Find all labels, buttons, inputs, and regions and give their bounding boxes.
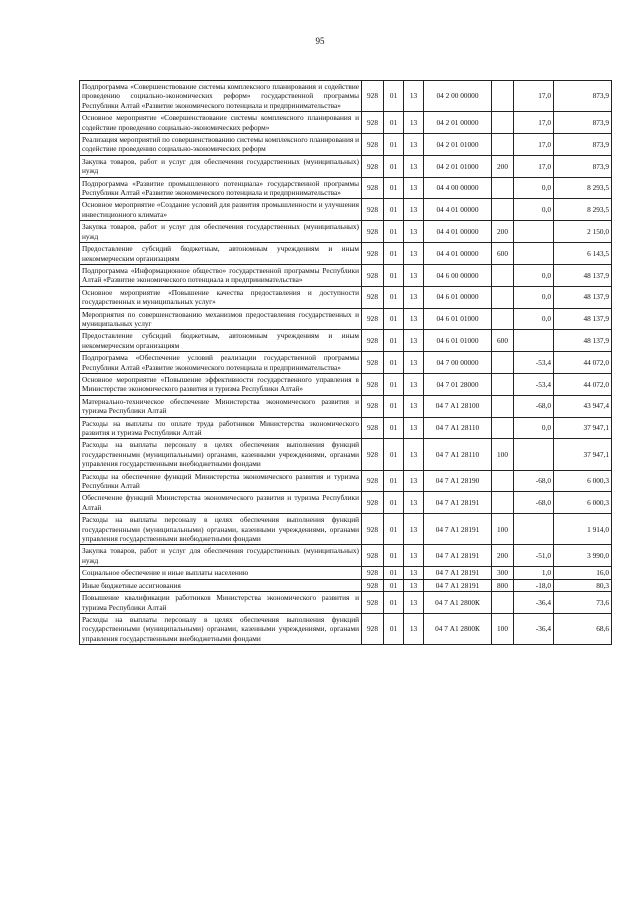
row-target-code: 04 7 А1 28191 <box>424 567 492 579</box>
table-row <box>80 243 612 265</box>
row-expense-type-code <box>492 286 514 308</box>
row-ved-code: 928 <box>362 373 384 395</box>
row-expense-type-code: 200 <box>492 545 514 567</box>
row-ved-code: 928 <box>362 155 384 177</box>
row-change-amount: -36,4 <box>514 613 554 644</box>
row-section-code: 01 <box>384 439 404 470</box>
row-section-code: 01 <box>384 221 404 243</box>
row-name: Основное мероприятие «Повышение эффективности государственного управления в Министерстве экономического развития и туризма Республики Алтай» <box>80 373 362 395</box>
row-change-amount <box>514 330 554 352</box>
row-section-code: 01 <box>384 155 404 177</box>
row-section-code: 01 <box>384 243 404 265</box>
row-target-code: 04 7 А1 2800К <box>424 592 492 614</box>
row-total-amount: 48 137,9 <box>554 286 612 308</box>
row-change-amount: 1,0 <box>514 567 554 579</box>
row-name: Закупка товаров, работ и услуг для обеспечения государственных (муниципальных) нужд <box>80 155 362 177</box>
row-section-code: 01 <box>384 286 404 308</box>
row-target-code: 04 6 01 00000 <box>424 286 492 308</box>
row-name: Расходы на выплаты персоналу в целях обеспечения выполнения функций государственными (муниципальными) органами, казенными учреждениями, органами управления государственными внебюджетными фондами <box>80 439 362 470</box>
row-ved-code: 928 <box>362 221 384 243</box>
row-ved-code: 928 <box>362 177 384 199</box>
row-total-amount: 873,9 <box>554 134 612 156</box>
row-subsection-code: 13 <box>404 330 424 352</box>
row-total-amount: 16,0 <box>554 567 612 579</box>
table-row <box>80 492 612 514</box>
budget-table <box>79 80 612 645</box>
row-ved-code: 928 <box>362 308 384 330</box>
row-expense-type-code: 600 <box>492 330 514 352</box>
row-expense-type-code <box>492 264 514 286</box>
row-section-code: 01 <box>384 613 404 644</box>
row-total-amount: 873,9 <box>554 112 612 134</box>
row-expense-type-code: 200 <box>492 155 514 177</box>
table-row <box>80 308 612 330</box>
row-ved-code: 928 <box>362 492 384 514</box>
row-ved-code: 928 <box>362 439 384 470</box>
row-change-amount: 17,0 <box>514 112 554 134</box>
row-total-amount: 48 137,9 <box>554 330 612 352</box>
row-subsection-code: 13 <box>404 395 424 417</box>
table-row <box>80 199 612 221</box>
row-ved-code: 928 <box>362 470 384 492</box>
row-name: Расходы на выплаты по оплате труда работников Министерства экономического развития и туризма Республики Алтай <box>80 417 362 439</box>
row-subsection-code: 13 <box>404 417 424 439</box>
row-total-amount: 873,9 <box>554 81 612 112</box>
row-total-amount: 8 293,5 <box>554 177 612 199</box>
table-row <box>80 592 612 614</box>
row-expense-type-code: 300 <box>492 567 514 579</box>
row-ved-code: 928 <box>362 286 384 308</box>
row-subsection-code: 13 <box>404 439 424 470</box>
row-name: Обеспечение функций Министерства экономического развития и туризма Республики Алтай <box>80 492 362 514</box>
row-ved-code: 928 <box>362 579 384 591</box>
row-section-code: 01 <box>384 395 404 417</box>
row-ved-code: 928 <box>362 395 384 417</box>
row-change-amount: -53,4 <box>514 352 554 374</box>
row-name: Расходы на обеспечение функций Министерства экономического развития и туризма Республики Алтай <box>80 470 362 492</box>
row-subsection-code: 13 <box>404 112 424 134</box>
row-total-amount: 6 000,3 <box>554 492 612 514</box>
row-name: Подпрограмма «Информационное общество» государственной программы Республики Алтай «Развитие экономического потенциала и предпринимательства» <box>80 264 362 286</box>
row-ved-code: 928 <box>362 545 384 567</box>
row-ved-code: 928 <box>362 613 384 644</box>
row-name: Закупка товаров, работ и услуг для обеспечения государственных (муниципальных) нужд <box>80 545 362 567</box>
row-change-amount: 0,0 <box>514 417 554 439</box>
row-target-code: 04 7 А1 28191 <box>424 492 492 514</box>
row-subsection-code: 13 <box>404 352 424 374</box>
row-target-code: 04 7 А1 28191 <box>424 579 492 591</box>
row-section-code: 01 <box>384 592 404 614</box>
row-expense-type-code <box>492 470 514 492</box>
row-expense-type-code <box>492 177 514 199</box>
row-name: Основное мероприятие «Создание условий для развития промышленности и улучшения инвестиционного климата» <box>80 199 362 221</box>
row-expense-type-code: 100 <box>492 514 514 545</box>
row-section-code: 01 <box>384 492 404 514</box>
row-name: Материально-техническое обеспечение Министерства экономического развития и туризма Республики Алтай <box>80 395 362 417</box>
row-name: Закупка товаров, работ и услуг для обеспечения государственных (муниципальных) нужд <box>80 221 362 243</box>
table-row <box>80 81 612 112</box>
row-total-amount: 48 137,9 <box>554 308 612 330</box>
row-expense-type-code: 800 <box>492 579 514 591</box>
row-change-amount: 17,0 <box>514 81 554 112</box>
row-target-code: 04 2 00 00000 <box>424 81 492 112</box>
row-expense-type-code: 600 <box>492 243 514 265</box>
table-row <box>80 134 612 156</box>
row-total-amount: 37 947,1 <box>554 439 612 470</box>
row-section-code: 01 <box>384 308 404 330</box>
row-subsection-code: 13 <box>404 81 424 112</box>
row-target-code: 04 7 А1 28191 <box>424 514 492 545</box>
row-subsection-code: 13 <box>404 373 424 395</box>
row-expense-type-code <box>492 134 514 156</box>
row-ved-code: 928 <box>362 330 384 352</box>
row-total-amount: 80,3 <box>554 579 612 591</box>
row-ved-code: 928 <box>362 243 384 265</box>
row-subsection-code: 13 <box>404 286 424 308</box>
row-subsection-code: 13 <box>404 134 424 156</box>
row-change-amount: 0,0 <box>514 264 554 286</box>
table-row <box>80 177 612 199</box>
row-target-code: 04 6 00 00000 <box>424 264 492 286</box>
table-row <box>80 373 612 395</box>
row-name: Реализация мероприятий по совершенствованию системы комплексного планирования и содействие проведению социально-экономических реформ <box>80 134 362 156</box>
row-ved-code: 928 <box>362 352 384 374</box>
row-subsection-code: 13 <box>404 545 424 567</box>
row-section-code: 01 <box>384 545 404 567</box>
row-target-code: 04 6 01 01000 <box>424 330 492 352</box>
row-subsection-code: 13 <box>404 470 424 492</box>
row-change-amount: -53,4 <box>514 373 554 395</box>
row-target-code: 04 2 01 01000 <box>424 155 492 177</box>
row-name: Повышение квалификации работников Министерства экономического развития и туризма Республики Алтай <box>80 592 362 614</box>
row-target-code: 04 4 01 00000 <box>424 243 492 265</box>
row-section-code: 01 <box>384 579 404 591</box>
row-subsection-code: 13 <box>404 264 424 286</box>
row-change-amount: 17,0 <box>514 155 554 177</box>
table-row <box>80 112 612 134</box>
table-row <box>80 514 612 545</box>
row-target-code: 04 7 А1 28190 <box>424 470 492 492</box>
page-number: 95 <box>315 36 325 46</box>
row-name: Социальное обеспечение и иные выплаты населению <box>80 567 362 579</box>
row-section-code: 01 <box>384 264 404 286</box>
row-ved-code: 928 <box>362 112 384 134</box>
row-total-amount: 44 072,0 <box>554 352 612 374</box>
row-change-amount: 0,0 <box>514 308 554 330</box>
row-total-amount: 3 990,0 <box>554 545 612 567</box>
row-target-code: 04 7 А1 28191 <box>424 545 492 567</box>
row-target-code: 04 7 А1 28110 <box>424 417 492 439</box>
row-target-code: 04 7 А1 28100 <box>424 395 492 417</box>
table-row <box>80 155 612 177</box>
row-ved-code: 928 <box>362 567 384 579</box>
row-change-amount: 17,0 <box>514 134 554 156</box>
row-name: Основное мероприятие «Повышение качества предоставления и доступности государственных и муниципальных услуг» <box>80 286 362 308</box>
row-expense-type-code <box>492 199 514 221</box>
row-section-code: 01 <box>384 567 404 579</box>
row-total-amount: 2 150,0 <box>554 221 612 243</box>
row-total-amount: 6 143,5 <box>554 243 612 265</box>
row-subsection-code: 13 <box>404 308 424 330</box>
table-row <box>80 579 612 591</box>
row-ved-code: 928 <box>362 417 384 439</box>
row-total-amount: 37 947,1 <box>554 417 612 439</box>
row-change-amount: 0,0 <box>514 177 554 199</box>
row-total-amount: 6 000,3 <box>554 470 612 492</box>
row-total-amount: 48 137,9 <box>554 264 612 286</box>
row-expense-type-code <box>492 592 514 614</box>
row-section-code: 01 <box>384 134 404 156</box>
table-row <box>80 470 612 492</box>
row-target-code: 04 2 01 01000 <box>424 134 492 156</box>
row-expense-type-code: 200 <box>492 221 514 243</box>
row-subsection-code: 13 <box>404 177 424 199</box>
row-subsection-code: 13 <box>404 221 424 243</box>
row-change-amount: -68,0 <box>514 470 554 492</box>
row-expense-type-code <box>492 492 514 514</box>
row-total-amount: 73,6 <box>554 592 612 614</box>
row-expense-type-code <box>492 308 514 330</box>
row-expense-type-code <box>492 373 514 395</box>
row-section-code: 01 <box>384 112 404 134</box>
row-change-amount <box>514 221 554 243</box>
row-name: Иные бюджетные ассигнования <box>80 579 362 591</box>
row-ved-code: 928 <box>362 134 384 156</box>
row-section-code: 01 <box>384 373 404 395</box>
row-section-code: 01 <box>384 470 404 492</box>
row-section-code: 01 <box>384 514 404 545</box>
row-name: Расходы на выплаты персоналу в целях обеспечения выполнения функций государственными (муниципальными) органами, казенными учреждениями, органами управления государственными внебюджетными фондами <box>80 613 362 644</box>
table-row <box>80 221 612 243</box>
row-change-amount <box>514 243 554 265</box>
row-target-code: 04 4 01 00000 <box>424 221 492 243</box>
table-row <box>80 286 612 308</box>
row-subsection-code: 13 <box>404 199 424 221</box>
row-subsection-code: 13 <box>404 579 424 591</box>
row-expense-type-code <box>492 395 514 417</box>
row-section-code: 01 <box>384 199 404 221</box>
row-target-code: 04 4 01 00000 <box>424 199 492 221</box>
row-total-amount: 68,6 <box>554 613 612 644</box>
row-ved-code: 928 <box>362 199 384 221</box>
row-section-code: 01 <box>384 177 404 199</box>
row-subsection-code: 13 <box>404 155 424 177</box>
row-expense-type-code <box>492 112 514 134</box>
table-row <box>80 613 612 644</box>
row-change-amount: -68,0 <box>514 395 554 417</box>
table-row <box>80 439 612 470</box>
row-subsection-code: 13 <box>404 592 424 614</box>
row-target-code: 04 4 00 00000 <box>424 177 492 199</box>
row-section-code: 01 <box>384 417 404 439</box>
row-name: Подпрограмма «Развитие промышленного потенциала» государственной программы Республики Алтай «Развитие экономического потенциала и предпринимательства» <box>80 177 362 199</box>
row-change-amount: -51,0 <box>514 545 554 567</box>
row-name: Основное мероприятие «Совершенствование системы комплексного планирования и содействие проведению социально-экономических реформ» <box>80 112 362 134</box>
row-change-amount: -36,4 <box>514 592 554 614</box>
row-name: Мероприятия по совершенствованию механизмов предоставления государственных и муниципальных услуг <box>80 308 362 330</box>
row-ved-code: 928 <box>362 81 384 112</box>
row-ved-code: 928 <box>362 514 384 545</box>
row-change-amount: 0,0 <box>514 286 554 308</box>
table-row <box>80 417 612 439</box>
row-total-amount: 43 947,4 <box>554 395 612 417</box>
row-expense-type-code: 100 <box>492 439 514 470</box>
row-subsection-code: 13 <box>404 613 424 644</box>
row-change-amount: 0,0 <box>514 199 554 221</box>
row-target-code: 04 6 01 01000 <box>424 308 492 330</box>
row-ved-code: 928 <box>362 264 384 286</box>
row-total-amount: 44 072,0 <box>554 373 612 395</box>
row-change-amount <box>514 514 554 545</box>
row-expense-type-code <box>492 81 514 112</box>
row-name: Предоставление субсидий бюджетным, автономным учреждениям и иным некоммерческим организациям <box>80 330 362 352</box>
row-section-code: 01 <box>384 81 404 112</box>
row-target-code: 04 2 01 00000 <box>424 112 492 134</box>
table-row <box>80 264 612 286</box>
row-target-code: 04 7 А1 28110 <box>424 439 492 470</box>
table-row <box>80 567 612 579</box>
row-name: Подпрограмма «Совершенствование системы комплексного планирования и содействие проведению социально-экономических реформ» государственной программы Республики Алтай «Развитие экономического потенциала и предпринимательства» <box>80 81 362 112</box>
budget-table-body <box>80 81 612 645</box>
table-row <box>80 330 612 352</box>
row-total-amount: 1 914,0 <box>554 514 612 545</box>
row-subsection-code: 13 <box>404 492 424 514</box>
row-ved-code: 928 <box>362 592 384 614</box>
row-total-amount: 873,9 <box>554 155 612 177</box>
row-section-code: 01 <box>384 330 404 352</box>
row-name: Подпрограмма «Обеспечение условий реализации государственной программы Республики Алтай «Развитие экономического потенциала и предпринимательства» <box>80 352 362 374</box>
row-change-amount <box>514 439 554 470</box>
row-change-amount: -68,0 <box>514 492 554 514</box>
row-subsection-code: 13 <box>404 514 424 545</box>
table-row <box>80 545 612 567</box>
row-subsection-code: 13 <box>404 243 424 265</box>
row-expense-type-code <box>492 417 514 439</box>
row-expense-type-code <box>492 352 514 374</box>
table-row <box>80 352 612 374</box>
table-row <box>80 395 612 417</box>
row-target-code: 04 7 01 28000 <box>424 373 492 395</box>
row-subsection-code: 13 <box>404 567 424 579</box>
row-name: Предоставление субсидий бюджетным, автономным учреждениям и иным некоммерческим организациям <box>80 243 362 265</box>
row-change-amount: -18,0 <box>514 579 554 591</box>
row-total-amount: 8 293,5 <box>554 199 612 221</box>
row-expense-type-code: 100 <box>492 613 514 644</box>
row-target-code: 04 7 А1 2800К <box>424 613 492 644</box>
row-name: Расходы на выплаты персоналу в целях обеспечения выполнения функций государственными (муниципальными) органами, казенными учреждениями, органами управления государственными внебюджетными фондами <box>80 514 362 545</box>
row-section-code: 01 <box>384 352 404 374</box>
row-target-code: 04 7 00 00000 <box>424 352 492 374</box>
